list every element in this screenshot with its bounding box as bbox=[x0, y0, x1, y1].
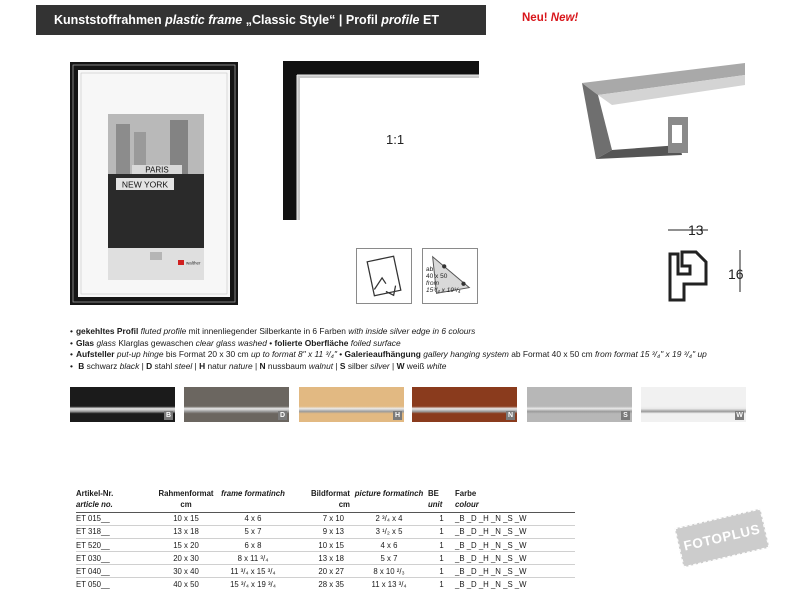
fotoplus-watermark: FOTOPLUS bbox=[675, 509, 770, 568]
profile-3d-image bbox=[570, 55, 750, 165]
colour-de: silber bbox=[347, 361, 368, 372]
hanging-from: from bbox=[426, 280, 439, 287]
swatch-nature bbox=[299, 387, 404, 422]
swatch-silver bbox=[527, 387, 632, 422]
scale-label: 1:1 bbox=[386, 132, 405, 147]
feature-bold: Aufsteller bbox=[75, 349, 115, 360]
colour-en: walnut bbox=[308, 361, 334, 372]
cell-frame-inch: 11 ³/₄ x 15 ³/₄ bbox=[218, 565, 288, 578]
colour-de: weiß bbox=[406, 361, 425, 372]
feature-italic: put-up hinge bbox=[116, 349, 164, 360]
cell-picture-cm: 7 x 10 bbox=[288, 512, 350, 525]
cell-frame-inch: 8 x 11 ³/₄ bbox=[218, 552, 288, 565]
new-de: Neu! bbox=[522, 12, 548, 24]
cell-unit: 1 bbox=[428, 512, 455, 525]
feature-item bbox=[70, 338, 800, 350]
cell-frame-cm: 13 x 18 bbox=[154, 525, 218, 538]
cell-unit: 1 bbox=[428, 538, 455, 551]
put-up-hinge-icon bbox=[356, 248, 412, 304]
feature-sep: • bbox=[339, 349, 343, 360]
cell-frame-inch: 4 x 6 bbox=[218, 512, 288, 525]
colour-en: black bbox=[119, 361, 140, 372]
cell-picture-inch: 3 ¹/₂ x 5 bbox=[350, 525, 428, 538]
title-separator: | bbox=[338, 13, 343, 27]
feature-bold: folierte Oberfläche bbox=[274, 337, 349, 348]
feature-bold: Glas bbox=[75, 337, 95, 348]
feature-text: ab Format 40 x 50 cm bbox=[511, 349, 593, 360]
profile-en: profile bbox=[381, 13, 420, 27]
framed-photo-image bbox=[70, 62, 238, 305]
swatch-code: B bbox=[165, 412, 172, 419]
cell-article: ET 318__ bbox=[76, 525, 154, 538]
table-row bbox=[76, 538, 575, 551]
feature-italic: glass bbox=[96, 337, 116, 348]
cell-article: ET 015__ bbox=[76, 512, 154, 525]
cell-picture-inch: 4 x 6 bbox=[350, 538, 428, 551]
dimension-height: 16 bbox=[728, 266, 744, 282]
cell-picture-inch: 2 ³/₄ x 4 bbox=[350, 512, 428, 525]
cell-colours: _B _D _H _N _S _W bbox=[455, 565, 575, 578]
col-article bbox=[76, 489, 154, 512]
feature-bold: Galerieaufhängung bbox=[344, 349, 421, 360]
feature-colours: • B schwarz black | D stahl steel | H natur nature | N nussbaum walnut | S silber silver | W weiß white bbox=[70, 361, 800, 373]
colour-code: W bbox=[396, 361, 405, 372]
cell-unit: 1 bbox=[428, 525, 455, 538]
swatch-walnut bbox=[412, 387, 517, 422]
col-frame-cm bbox=[154, 489, 218, 512]
feature-text: Klarglas gewaschen bbox=[118, 337, 194, 348]
cell-picture-inch: 11 x 13 ³/₄ bbox=[350, 578, 428, 591]
colour-en: white bbox=[426, 361, 447, 372]
cell-article: ET 050__ bbox=[76, 578, 154, 591]
cell-article: ET 040__ bbox=[76, 565, 154, 578]
table-row bbox=[76, 578, 575, 591]
title-en: plastic frame bbox=[165, 13, 243, 27]
cell-unit: 1 bbox=[428, 565, 455, 578]
cell-frame-cm: 30 x 40 bbox=[154, 565, 218, 578]
frame-corner-image bbox=[283, 61, 479, 220]
cell-picture-cm: 10 x 15 bbox=[288, 538, 350, 551]
feature-text: mit innenliegender Silberkante in 6 Farben bbox=[188, 326, 346, 336]
colour-en: nature bbox=[228, 361, 253, 372]
colour-de: nussbaum bbox=[267, 361, 307, 372]
cell-picture-cm: 13 x 18 bbox=[288, 552, 350, 565]
feature-item bbox=[70, 349, 800, 361]
swatch-code: H bbox=[394, 412, 401, 419]
feature-italic: with inside silver edge in 6 colours bbox=[348, 326, 476, 336]
swatch-code: S bbox=[621, 411, 630, 420]
profile-de: Profil bbox=[345, 13, 378, 27]
article-table bbox=[76, 489, 575, 591]
header-bar bbox=[36, 5, 486, 35]
swatch-white bbox=[641, 387, 746, 422]
hanging-ab: ab bbox=[426, 266, 434, 273]
table-row bbox=[76, 525, 575, 538]
cell-frame-inch: 5 x 7 bbox=[218, 525, 288, 538]
colour-code: D bbox=[146, 361, 153, 372]
cell-frame-cm: 40 x 50 bbox=[154, 578, 218, 591]
header-text: BE bbox=[428, 489, 439, 498]
cell-colours: _B _D _H _N _S _W bbox=[455, 578, 575, 591]
feature-list bbox=[70, 326, 800, 373]
swatch-steel bbox=[184, 387, 289, 422]
colour-code: S bbox=[339, 361, 346, 372]
header-text: article no. bbox=[76, 499, 113, 509]
hanging-size-in: 15³/₄ x 19³/₄ bbox=[426, 287, 461, 294]
cell-colours: _B _D _H _N _S _W bbox=[455, 538, 575, 551]
new-en: New! bbox=[550, 12, 579, 24]
feature-text: bis Format 20 x 30 cm bbox=[165, 349, 249, 360]
feature-italic: from format 15 ³/₄" x 19 ³/₄" up bbox=[594, 349, 707, 360]
swatch-code: N bbox=[507, 412, 514, 419]
swatch-black bbox=[70, 387, 175, 422]
title-de: Kunststoffrahmen bbox=[54, 13, 162, 27]
colour-en: steel bbox=[174, 361, 193, 372]
brand-label: walther bbox=[186, 260, 201, 266]
header-text: inch bbox=[407, 489, 424, 498]
header-text: colour bbox=[455, 499, 479, 509]
cell-article: ET 030__ bbox=[76, 552, 154, 565]
cell-frame-cm: 15 x 20 bbox=[154, 538, 218, 551]
feature-sep: • bbox=[269, 337, 273, 348]
cell-colours: _B _D _H _N _S _W bbox=[455, 552, 575, 565]
feature-italic: gallery hanging system bbox=[423, 349, 509, 360]
feature-item bbox=[70, 326, 800, 338]
feature-italic: clear glass washed bbox=[195, 337, 267, 348]
colour-de: schwarz bbox=[86, 361, 118, 372]
cell-picture-cm: 9 x 13 bbox=[288, 525, 350, 538]
hanging-text bbox=[426, 266, 460, 294]
col-picture-cm bbox=[288, 489, 350, 512]
header-text: Artikel-Nr. bbox=[76, 489, 114, 498]
feature-italic: up to format 8" x 11 ³/₄" bbox=[251, 349, 337, 360]
feature-italic: fluted profile bbox=[140, 326, 187, 336]
cell-colours: _B _D _H _N _S _W bbox=[455, 512, 575, 525]
header-text: Farbe bbox=[455, 489, 477, 498]
header-text: inch bbox=[268, 489, 285, 498]
cell-picture-cm: 20 x 27 bbox=[288, 565, 350, 578]
col-unit bbox=[428, 489, 455, 512]
header-text: picture format bbox=[354, 489, 408, 498]
cell-frame-cm: 20 x 30 bbox=[154, 552, 218, 565]
colour-de: stahl bbox=[154, 361, 173, 372]
colour-code: B bbox=[78, 361, 85, 372]
col-colour bbox=[455, 489, 575, 512]
table-row bbox=[76, 552, 575, 565]
cell-unit: 1 bbox=[428, 552, 455, 565]
feature-italic: foiled surface bbox=[350, 337, 401, 348]
swatch-code: D bbox=[279, 412, 286, 419]
cell-picture-cm: 28 x 35 bbox=[288, 578, 350, 591]
table-row bbox=[76, 512, 575, 525]
col-frame-inch bbox=[218, 489, 288, 512]
swatch-code: W bbox=[736, 412, 743, 419]
cell-frame-cm: 10 x 15 bbox=[154, 512, 218, 525]
table-row bbox=[76, 565, 575, 578]
cell-picture-inch: 5 x 7 bbox=[350, 552, 428, 565]
sign-newyork: NEW YORK bbox=[121, 179, 169, 190]
header-text: frame format bbox=[221, 489, 269, 498]
cell-unit: 1 bbox=[428, 578, 455, 591]
new-badge bbox=[522, 12, 578, 24]
profile-code: ET bbox=[422, 13, 439, 27]
style-name: „Classic Style“ bbox=[245, 13, 336, 27]
header-text: Bildformat bbox=[311, 489, 350, 498]
hanging-size-cm: 40 x 50 bbox=[426, 273, 448, 280]
cell-article: ET 520__ bbox=[76, 538, 154, 551]
sign-paris: PARIS bbox=[145, 165, 169, 175]
colour-code: N bbox=[259, 361, 266, 372]
header-text: unit bbox=[428, 499, 443, 509]
cell-frame-inch: 6 x 8 bbox=[218, 538, 288, 551]
header-text: cm bbox=[338, 499, 350, 509]
colour-en: silver bbox=[370, 361, 390, 372]
cell-frame-inch: 15 ³/₄ x 19 ³/₄ bbox=[218, 578, 288, 591]
dimension-width: 13 bbox=[688, 222, 704, 238]
colour-de: natur bbox=[207, 361, 227, 372]
colour-code: H bbox=[199, 361, 206, 372]
feature-bold: gekehltes Profil bbox=[75, 326, 139, 336]
header-text: Rahmenformat bbox=[158, 489, 214, 498]
header-text: cm bbox=[180, 499, 192, 509]
cell-picture-inch: 8 x 10 ²/₃ bbox=[350, 565, 428, 578]
col-picture-inch bbox=[350, 489, 428, 512]
cell-colours: _B _D _H _N _S _W bbox=[455, 525, 575, 538]
profile-cross-section bbox=[660, 222, 750, 308]
